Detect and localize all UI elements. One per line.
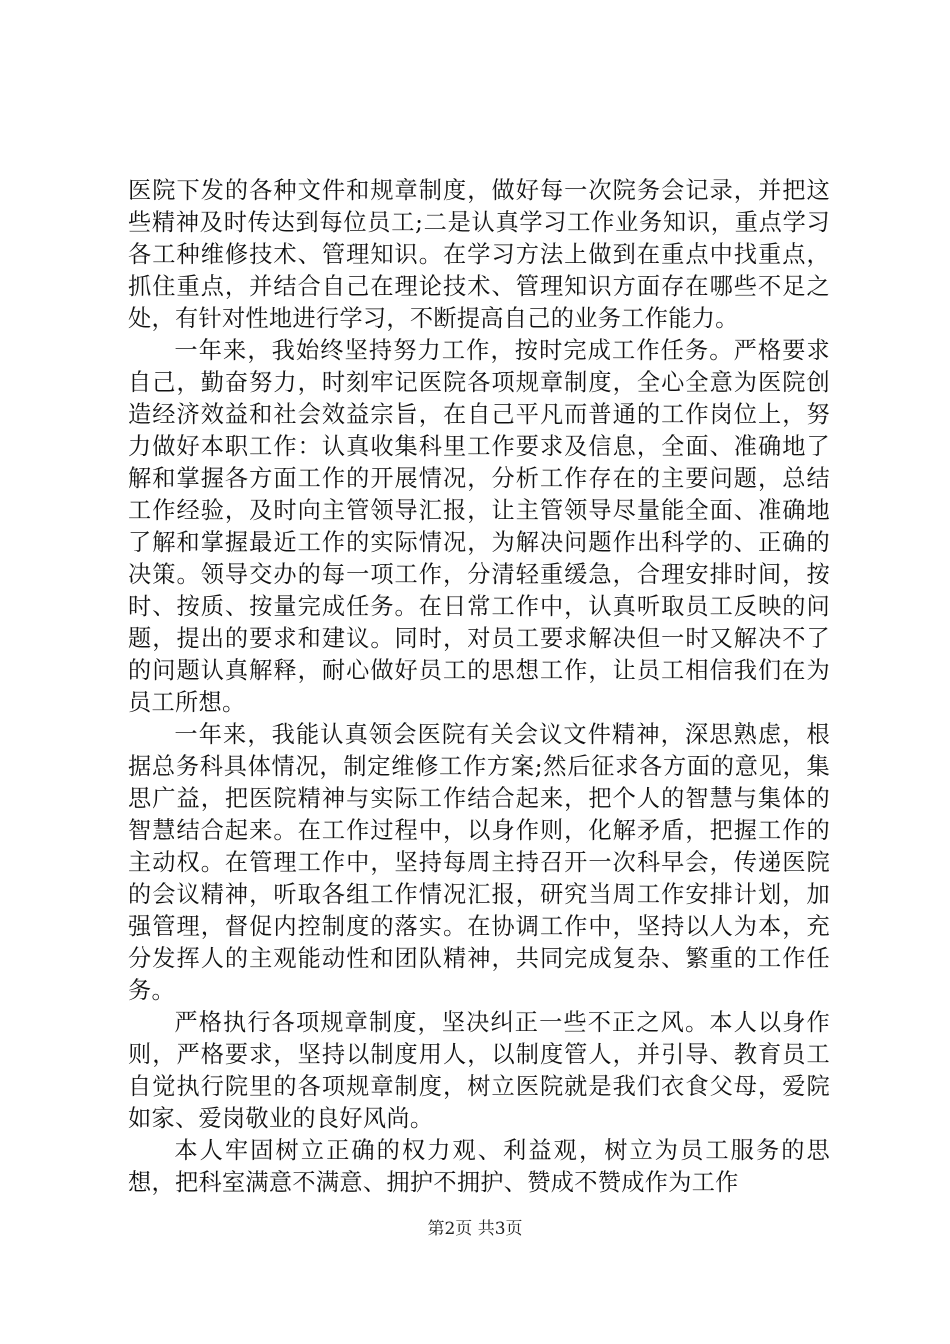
paragraph-5: 本人牢固树立正确的权力观、利益观，树立为员工服务的思想，把科室满意不满意、拥护不拥护、赞成不赞成作为工作: [128, 1137, 830, 1196]
document-body: [128, 175, 830, 1199]
paragraph-1: 医院下发的各种文件和规章制度，做好每一次院务会记录，并把这些精神及时传达到每位员工;二是认真学习工作业务知识，重点学习各工种维修技术、管理知识。在学习方法上做到在重点中找重点，抓住重点，并结合自己在理论技术、管理知识方面存在哪些不足之处，有针对性地进行学习，不断提高自己的业务工作能力。: [128, 177, 830, 332]
paragraph-2: 一年来，我始终坚持努力工作，按时完成工作任务。严格要求自己，勤奋努力，时刻牢记医院各项规章制度，全心全意为医院创造经济效益和社会效益宗旨，在自己平凡而普通的工作岗位上，努力做好本职工作：认真收集科里工作要求及信息，全面、准确地了解和掌握各方面工作的开展情况，分析工作存在的主要问题，总结工作经验，及时向主管领导汇报，让主管领导尽量能全面、准确地了解和掌握最近工作的实际情况，为解决问题作出科学的、正确的决策。领导交办的每一项工作，分清轻重缓急，合理安排时间，按时、按质、按量完成任务。在日常工作中，认真听取员工反映的问题，提出的要求和建议。同时，对员工要求解决但一时又解决不了的问题认真解释，耐心做好员工的思想工作，让员工相信我们在为员工所想。: [128, 337, 830, 716]
paragraph-4: 严格执行各项规章制度，坚决纠正一些不正之风。本人以身作则，严格要求，坚持以制度用人，以制度管人，并引导、教育员工自觉执行院里的各项规章制度，树立医院就是我们衣食父母，爱院如家、爱岗敬业的良好风尚。: [128, 1009, 830, 1132]
page-number-footer: 第2页 共3页: [427, 1219, 523, 1239]
paragraph-3: 一年来，我能认真领会医院有关会议文件精神，深思熟虑，根据总务科具体情况，制定维修工作方案;然后征求各方面的意见，集思广益，把医院精神与实际工作结合起来，把个人的智慧与集体的智慧结合起来。在工作过程中，以身作则，化解矛盾，把握工作的主动权。在管理工作中，坚持每周主持召开一次科早会，传递医院的会议精神，听取各组工作情况汇报，研究当周工作安排计划，加强管理，督促内控制度的落实。在协调工作中，坚持以人为本，充分发挥人的主观能动性和团队精神，共同完成复杂、繁重的工作任务。: [128, 721, 830, 1004]
